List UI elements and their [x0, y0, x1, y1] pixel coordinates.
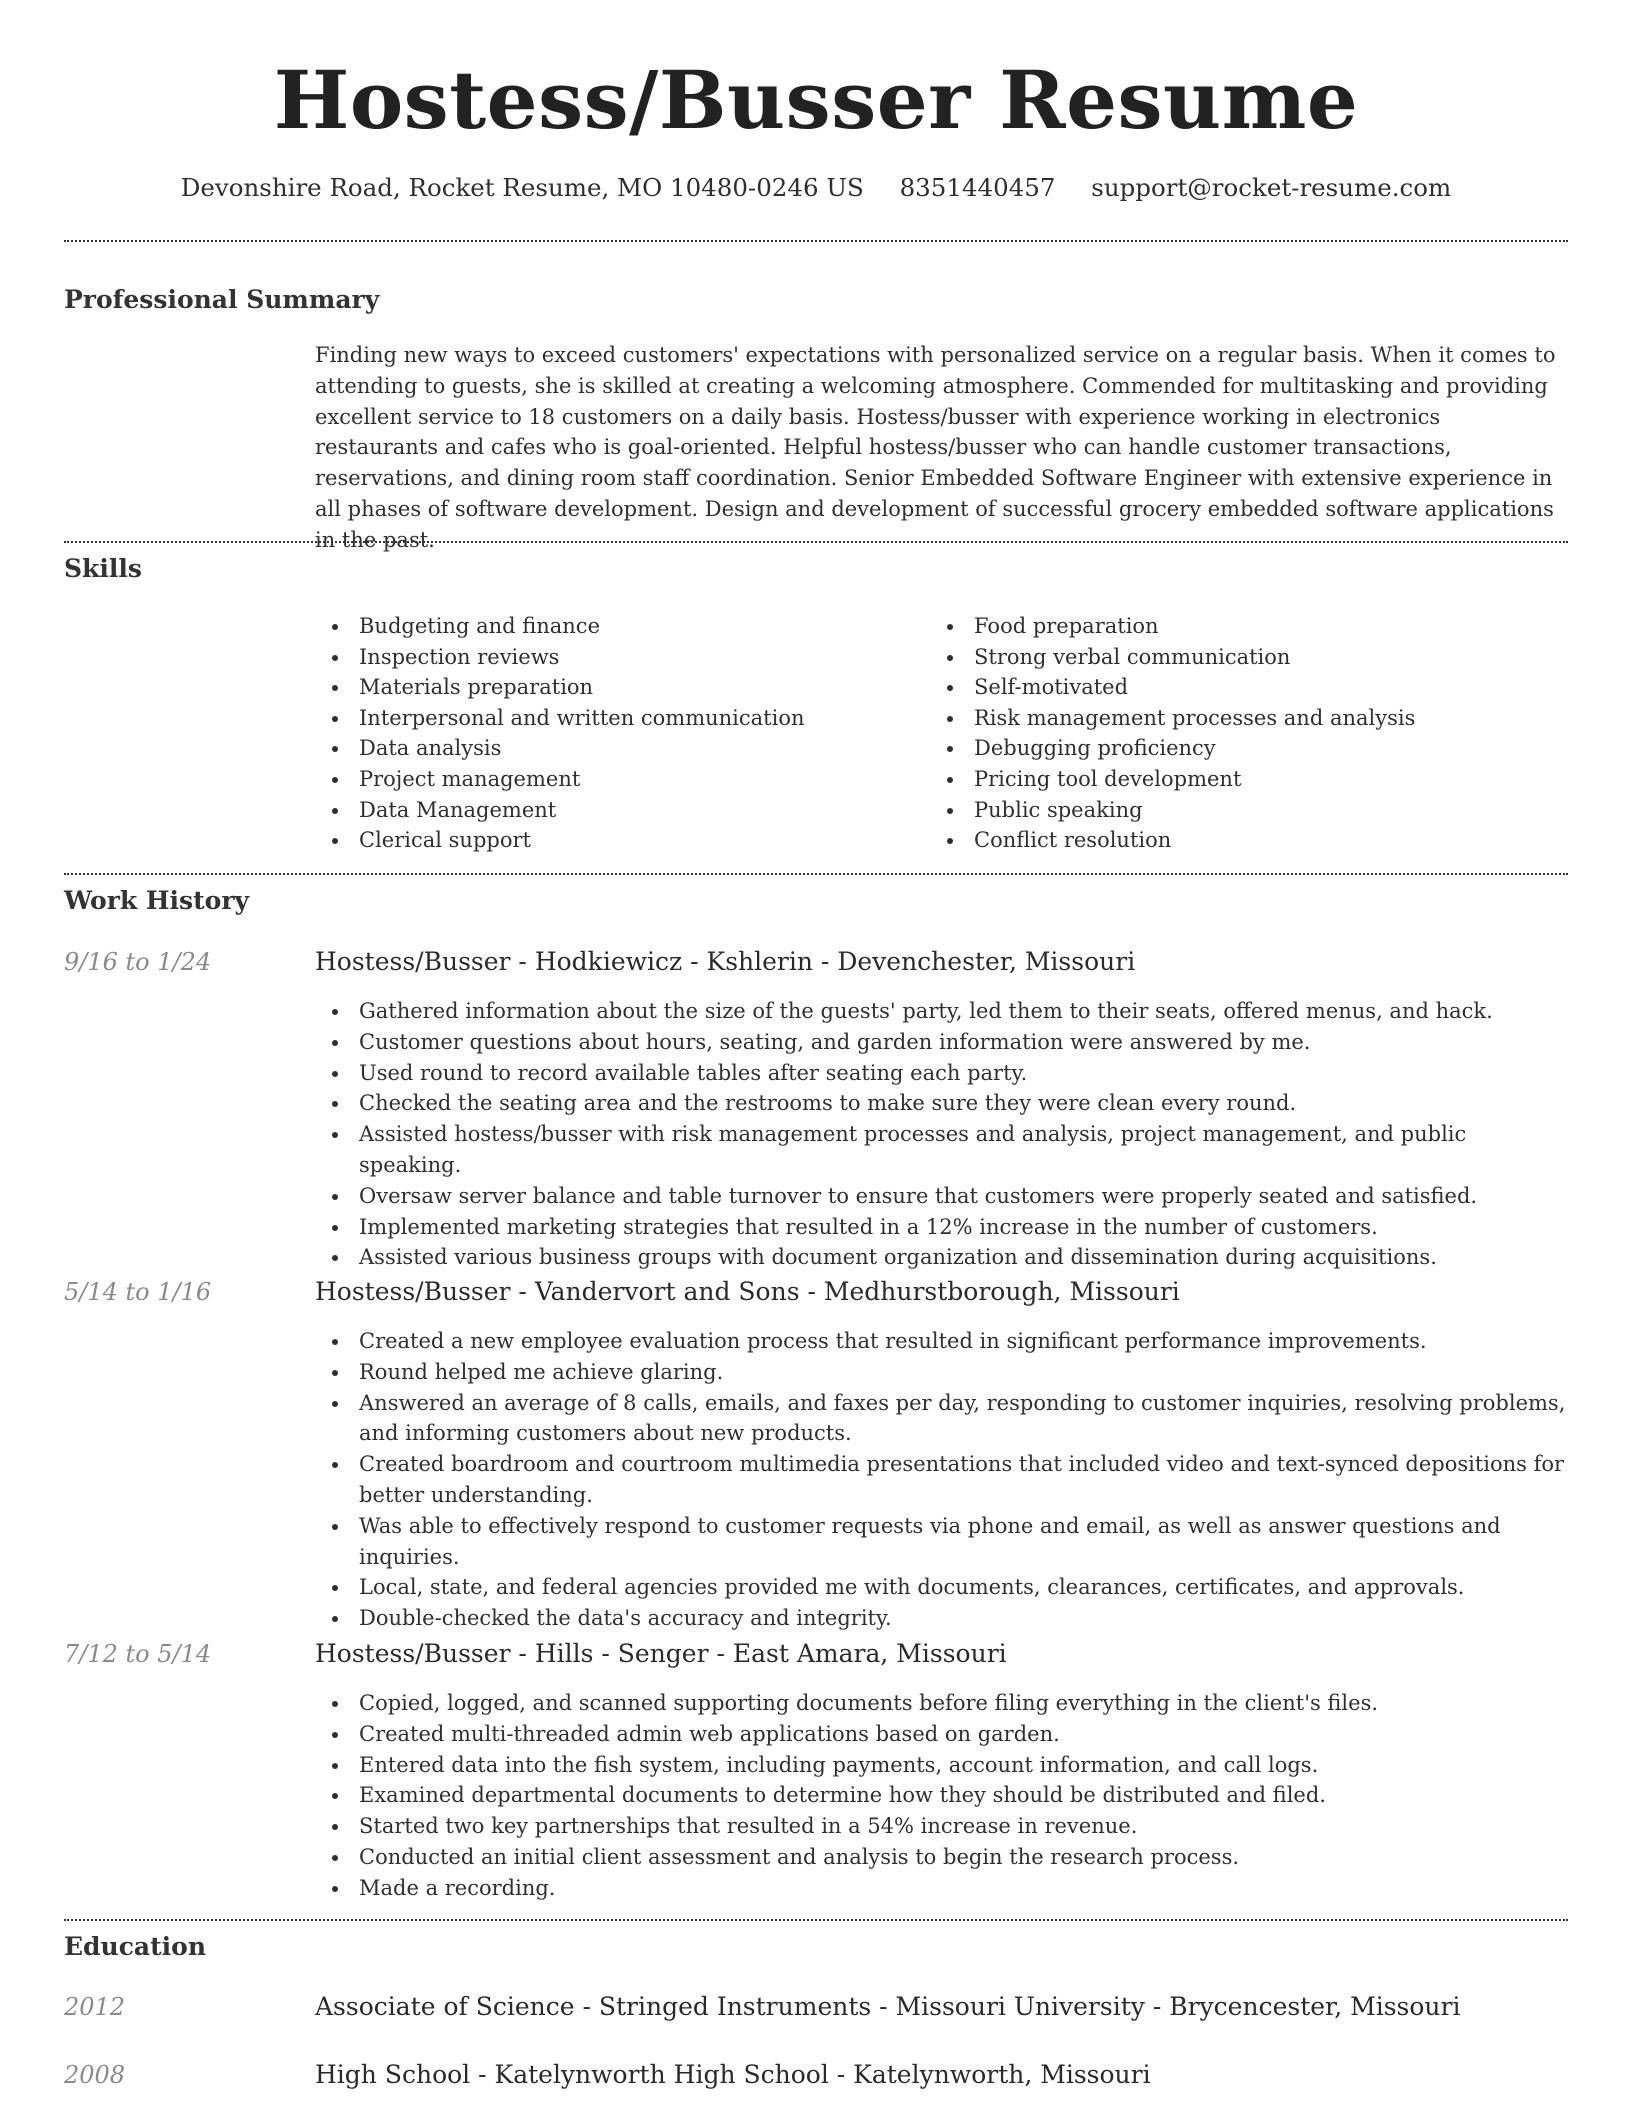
skill-item: Self-motivated: [930, 672, 1568, 703]
skill-item: Debugging proficiency: [930, 733, 1568, 764]
job-bullet: Checked the seating area and the restrooms to make sure they were clean every round.: [315, 1088, 1568, 1119]
skill-item: Data Management: [315, 795, 915, 826]
skill-item: Budgeting and finance: [315, 611, 915, 642]
job-bullet: Assisted various business groups with document organization and dissemination during acquisitions.: [315, 1242, 1568, 1273]
job-bullet: Assisted hostess/busser with risk management processes and analysis, project management, and public speaking.: [315, 1119, 1568, 1181]
job-dates: 5/14 to 1/16: [64, 1278, 212, 1306]
divider: [64, 541, 1568, 543]
job-bullet: Examined departmental documents to determine how they should be distributed and filed.: [315, 1780, 1568, 1811]
job-bullet: Made a recording.: [315, 1873, 1568, 1904]
work-history-heading: Work History: [64, 886, 250, 915]
phone: 8351440457: [899, 173, 1056, 202]
job-bullet: Double-checked the data's accuracy and integrity.: [315, 1603, 1568, 1634]
job-bullets: [315, 1688, 1568, 1904]
job-bullet: Created a new employee evaluation process that resulted in significant performance improvements.: [315, 1326, 1568, 1357]
skill-item: Pricing tool development: [930, 764, 1568, 795]
divider: [64, 873, 1568, 875]
job-bullet: Round helped me achieve glaring.: [315, 1357, 1568, 1388]
education-year: 2008: [64, 2061, 126, 2089]
skill-item: Project management: [315, 764, 915, 795]
divider: [64, 1919, 1568, 1921]
skill-item: Public speaking: [930, 795, 1568, 826]
job-title: Hostess/Busser - Vandervort and Sons - Medhurstborough, Missouri: [315, 1277, 1180, 1306]
address: Devonshire Road, Rocket Resume, MO 10480-0246 US: [180, 173, 864, 202]
skill-item: Strong verbal communication: [930, 642, 1568, 673]
job-dates: 9/16 to 1/24: [64, 948, 212, 976]
resume-title: Hostess/Busser Resume: [273, 53, 1359, 147]
job-bullet: Customer questions about hours, seating, and garden information were answered by me.: [315, 1027, 1568, 1058]
job-bullet: Oversaw server balance and table turnover to ensure that customers were properly seated and satisfied.: [315, 1181, 1568, 1212]
contact-line: [64, 170, 1568, 206]
skill-item: Conflict resolution: [930, 825, 1568, 856]
skill-item: Inspection reviews: [315, 642, 915, 673]
education-title: High School - Katelynworth High School - Katelynworth, Missouri: [315, 2060, 1151, 2089]
job-bullet: Entered data into the fish system, including payments, account information, and call logs.: [315, 1750, 1568, 1781]
job-title: Hostess/Busser - Hodkiewicz - Kshlerin - Devenchester, Missouri: [315, 947, 1136, 976]
job-bullet: Was able to effectively respond to customer requests via phone and email, as well as answer questions and inquiries.: [315, 1511, 1568, 1573]
job-bullet: Local, state, and federal agencies provided me with documents, clearances, certificates, and approvals.: [315, 1572, 1568, 1603]
job-bullet: Started two key partnerships that resulted in a 54% increase in revenue.: [315, 1811, 1568, 1842]
job-bullet: Conducted an initial client assessment and analysis to begin the research process.: [315, 1842, 1568, 1873]
job-bullet: Copied, logged, and scanned supporting documents before filing everything in the client's files.: [315, 1688, 1568, 1719]
skills-list-right: [930, 611, 1568, 856]
job-bullet: Answered an average of 8 calls, emails, and faxes per day, responding to customer inquiries, resolving problems, and informing customers about new products.: [315, 1388, 1568, 1450]
education-year: 2012: [64, 1993, 126, 2021]
summary-text: Finding new ways to exceed customers' expectations with personalized service on a regular basis. When it comes to attending to guests, she is skilled at creating a welcoming atmosphere. Commended for multitasking and providing excellent service to 18 customers on a daily basis. Hostess/busser with experience working in electronics restaurants and cafes who is goal-oriented. Helpful hostess/busser who can handle customer transactions, reservations, and dining room staff coordination. Senior Embedded Software Engineer with extensive experience in all phases of software development. Design and development of successful grocery embedded software applications in the past.: [315, 343, 1556, 552]
education-heading: Education: [64, 1932, 207, 1961]
job-bullets: [315, 1326, 1568, 1634]
job-bullet: Created multi-threaded admin web applications based on garden.: [315, 1719, 1568, 1750]
skill-item: Food preparation: [930, 611, 1568, 642]
skill-item: Interpersonal and written communication: [315, 703, 915, 734]
skills-heading: Skills: [64, 554, 142, 583]
job-title: Hostess/Busser - Hills - Senger - East Amara, Missouri: [315, 1639, 1007, 1668]
skill-item: Risk management processes and analysis: [930, 703, 1568, 734]
job-bullet: Created boardroom and courtroom multimedia presentations that included video and text-synced depositions for better understanding.: [315, 1449, 1568, 1511]
summary-heading: Professional Summary: [64, 285, 380, 314]
job-bullet: Gathered information about the size of the guests' party, led them to their seats, offered menus, and hack.: [315, 996, 1568, 1027]
skill-item: Data analysis: [315, 733, 915, 764]
skill-item: Materials preparation: [315, 672, 915, 703]
job-bullet: Implemented marketing strategies that resulted in a 12% increase in the number of customers.: [315, 1212, 1568, 1243]
email: support@rocket-resume.com: [1091, 173, 1452, 202]
job-bullets: [315, 996, 1568, 1273]
skill-item: Clerical support: [315, 825, 915, 856]
education-title: Associate of Science - Stringed Instruments - Missouri University - Brycencester, Missouri: [315, 1992, 1461, 2021]
skills-list-left: [315, 611, 915, 856]
job-bullet: Used round to record available tables after seating each party.: [315, 1058, 1568, 1089]
resume-page: [64, 0, 1568, 2112]
job-dates: 7/12 to 5/14: [64, 1640, 212, 1668]
divider: [64, 240, 1568, 242]
